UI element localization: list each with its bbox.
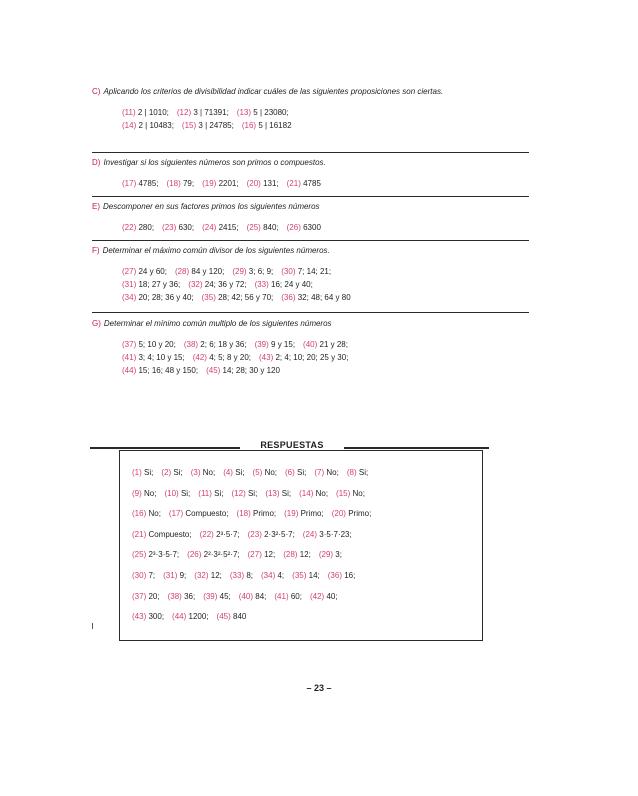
answers-row	[132, 545, 477, 566]
answer-number: (7)	[314, 468, 325, 477]
exercise-number: (41)	[122, 353, 137, 362]
answer-number: (39)	[203, 591, 218, 601]
exercise-value: 840;	[263, 223, 279, 232]
exercise-number: (33)	[254, 280, 269, 289]
answer-value: Si;	[358, 468, 369, 477]
answer-value: No;	[202, 468, 216, 477]
exercise-number: (19)	[202, 179, 217, 188]
exercise-number: (28)	[174, 267, 190, 276]
exercise-number: (39)	[254, 340, 269, 349]
answer-value: Primo;	[253, 509, 277, 519]
answer-number: (1)	[132, 468, 142, 477]
answer-number: (22)	[199, 529, 214, 539]
answer-value: 2²·3²·5²·7;	[203, 550, 240, 560]
exercise-number: (42)	[192, 353, 207, 362]
section-heading	[92, 157, 532, 168]
answer-value: 300;	[148, 612, 165, 622]
exercise-row	[122, 106, 532, 119]
answer-number: (26)	[187, 550, 202, 560]
answer-number: (17)	[168, 509, 184, 519]
answers-list	[132, 463, 477, 628]
section-heading-text: Determinar el máximo común divisor de los siguientes números.	[102, 246, 330, 255]
answer-number: (16)	[132, 509, 147, 519]
answer-value: Si;	[281, 488, 292, 498]
exercise-row	[122, 221, 532, 234]
exercise-number: (44)	[122, 366, 137, 375]
exercise-number: (16)	[241, 121, 257, 130]
exercise-rows	[122, 177, 532, 190]
section-letter: E)	[92, 202, 100, 211]
answer-value: 12;	[299, 550, 311, 560]
section-letter: C)	[92, 87, 101, 96]
answer-number: (28)	[283, 550, 298, 560]
answer-number: (37)	[132, 591, 147, 601]
exercise-value: 14; 28; 30 y 120	[222, 366, 280, 375]
section-heading-text: Aplicando los criterios de divisibilidad indicar cuáles de las siguientes proposiciones son ciertas.	[103, 87, 444, 96]
exercise-value: 2; 6; 18 y 36;	[200, 340, 247, 349]
exercise-value: 5; 10 y 20;	[138, 340, 176, 349]
answer-number: (38)	[167, 591, 182, 601]
answer-number: (12)	[231, 488, 246, 498]
exercise-value: 84 y 120;	[191, 267, 225, 276]
answer-value: Si;	[180, 488, 191, 498]
answer-number: (24)	[302, 529, 318, 539]
section-g	[92, 318, 532, 377]
exercise-value: 4; 5; 8 y 20;	[209, 353, 252, 362]
answer-value: 2³·5·7;	[216, 529, 240, 539]
answer-value: Primo;	[348, 509, 372, 519]
exercise-value: 16; 24 y 40;	[271, 280, 313, 289]
answers-title: RESPUESTAS	[260, 440, 324, 450]
exercise-value: 28; 42; 56 y 70;	[218, 293, 274, 302]
answer-value: 12;	[210, 570, 222, 580]
exercise-value: 280;	[138, 223, 155, 232]
answer-value: Si;	[144, 468, 154, 477]
exercise-row	[122, 291, 532, 304]
exercise-row	[122, 351, 532, 364]
section-divider	[92, 312, 529, 313]
answer-value: No;	[352, 488, 365, 498]
answer-number: (45)	[216, 612, 231, 622]
answer-number: (8)	[346, 468, 357, 477]
answer-value: 12;	[264, 550, 276, 560]
answers-row	[132, 525, 477, 546]
answer-number: (19)	[284, 509, 299, 519]
section-heading-text: Investigar si los siguientes números son primos o compuestos.	[103, 158, 326, 167]
exercise-value: 20; 28; 36 y 40;	[138, 293, 194, 302]
answer-number: (35)	[292, 570, 307, 580]
answers-title-rule-right	[344, 447, 489, 449]
section-heading	[92, 201, 532, 212]
answer-number: (30)	[132, 570, 147, 580]
exercise-rows	[122, 106, 532, 132]
exercise-value: 79;	[182, 179, 195, 188]
answer-number: (44)	[172, 612, 187, 622]
exercise-row	[122, 119, 532, 132]
answer-value: 2·3²·5·7;	[264, 529, 295, 539]
exercise-value: 131;	[263, 179, 279, 188]
answer-number: (10)	[164, 488, 179, 498]
answer-number: (23)	[247, 529, 262, 539]
answers-title-rule-left	[90, 447, 240, 449]
answer-value: 84;	[255, 591, 267, 601]
exercise-value: 32; 48; 64 y 80	[297, 293, 351, 302]
exercise-number: (12)	[176, 108, 192, 117]
exercise-number: (26)	[286, 223, 301, 232]
exercise-number: (40)	[303, 340, 318, 349]
exercise-value: 5 | 16182	[258, 121, 292, 130]
answer-number: (42)	[309, 591, 325, 601]
section-divider	[92, 240, 529, 241]
answer-number: (11)	[198, 488, 212, 498]
exercise-number: (25)	[246, 223, 261, 232]
answer-value: 9;	[179, 570, 187, 580]
exercise-value: 2 | 10483;	[138, 121, 174, 130]
answer-value: No;	[264, 468, 278, 477]
section-e	[92, 201, 532, 234]
exercise-value: 3; 4; 10 y 15;	[138, 353, 185, 362]
page-number: – 23 –	[306, 683, 332, 693]
exercise-value: 2; 4; 10; 20; 25 y 30;	[275, 353, 349, 362]
section-letter: G)	[92, 319, 101, 328]
answer-number: (20)	[331, 509, 346, 519]
exercise-number: (20)	[246, 179, 261, 188]
exercise-number: (34)	[122, 293, 137, 302]
section-heading-text: Determinar el mínimo común multiplo de los siguientes números	[103, 319, 332, 328]
answer-value: Si;	[235, 468, 245, 477]
exercise-value: 4785;	[138, 179, 159, 188]
exercise-value: 15; 16; 48 y 150;	[138, 366, 199, 375]
exercise-row	[122, 278, 532, 291]
answer-value: Si;	[173, 468, 183, 477]
section-divider	[92, 152, 529, 153]
answer-number: (25)	[132, 550, 147, 560]
exercise-number: (17)	[122, 179, 137, 188]
answer-number: (27)	[247, 550, 262, 560]
answers-row	[132, 607, 477, 628]
section-heading	[92, 318, 532, 329]
exercise-rows	[122, 338, 532, 377]
exercise-number: (38)	[183, 340, 199, 349]
answer-value: Si;	[214, 488, 224, 498]
exercise-value: 3 | 71391;	[193, 108, 229, 117]
exercise-number: (37)	[122, 340, 137, 349]
exercise-number: (30)	[281, 267, 296, 276]
answer-value: No;	[315, 488, 329, 498]
exercise-row	[122, 265, 532, 278]
answer-value: Compuesto;	[148, 529, 192, 539]
answer-value: Compuesto;	[185, 509, 229, 519]
exercise-row	[122, 364, 532, 377]
exercise-number: (35)	[201, 293, 216, 302]
answer-number: (31)	[163, 570, 178, 580]
answer-number: (21)	[132, 529, 147, 539]
answer-number: (5)	[252, 468, 263, 477]
section-divider	[92, 196, 529, 197]
section-heading	[92, 86, 532, 97]
section-d	[92, 157, 532, 190]
answer-value: 3·5·7·23;	[319, 529, 352, 539]
answer-value: Si;	[297, 468, 307, 477]
exercise-row	[122, 177, 532, 190]
answer-value: Primo;	[300, 509, 324, 519]
exercise-number: (32)	[188, 280, 203, 289]
answers-row	[132, 504, 477, 525]
exercise-value: 7; 14; 21;	[297, 267, 332, 276]
exercise-value: 3 | 24785;	[198, 121, 234, 130]
exercise-number: (21)	[286, 179, 301, 188]
answer-number: (34)	[261, 570, 276, 580]
exercise-number: (45)	[206, 366, 221, 375]
answer-value: 36;	[184, 591, 196, 601]
answer-number: (4)	[223, 468, 233, 477]
exercise-value: 2201;	[218, 179, 239, 188]
answers-row	[132, 566, 477, 587]
exercise-value: 24 y 60;	[138, 267, 167, 276]
exercise-value: 21 y 28;	[319, 340, 348, 349]
answer-number: (3)	[190, 468, 201, 477]
answer-number: (6)	[285, 468, 295, 477]
exercise-value: 630;	[178, 223, 195, 232]
answer-value: No;	[326, 468, 339, 477]
section-letter: F)	[92, 246, 100, 255]
answer-value: Si;	[247, 488, 258, 498]
answer-number: (32)	[194, 570, 209, 580]
section-letter: D)	[92, 158, 101, 167]
answer-value: 40;	[326, 591, 338, 601]
exercise-number: (36)	[281, 293, 296, 302]
answers-row	[132, 587, 477, 608]
section-c	[92, 86, 532, 132]
answer-number: (13)	[265, 488, 280, 498]
section-heading-text: Descomponer en sus factores primos los siguientes números	[103, 202, 320, 211]
exercise-number: (13)	[236, 108, 252, 117]
answer-number: (18)	[236, 509, 251, 519]
exercise-value: 5 | 23080;	[253, 108, 289, 117]
answer-value: 3;	[335, 550, 342, 560]
exercise-row	[122, 338, 532, 351]
answer-number: (2)	[161, 468, 172, 477]
answer-value: 20;	[148, 591, 160, 601]
exercise-number: (31)	[122, 280, 137, 289]
exercise-number: (22)	[122, 223, 137, 232]
exercise-value: 4785	[303, 179, 321, 188]
exercise-number: (23)	[162, 223, 177, 232]
exercise-value: 2 | 1010;	[137, 108, 169, 117]
answers-row	[132, 463, 477, 484]
exercise-number: (15)	[181, 121, 197, 130]
answer-value: No;	[144, 488, 157, 498]
answer-number: (9)	[132, 488, 142, 498]
answer-value: 60;	[290, 591, 302, 601]
exercise-value: 3; 6; 9;	[248, 267, 274, 276]
answer-value: 4;	[277, 570, 285, 580]
exercise-value: 18; 27 y 36;	[138, 280, 181, 289]
answer-value: 840	[233, 612, 247, 622]
section-heading	[92, 245, 532, 256]
exercise-number: (18)	[166, 179, 181, 188]
answer-number: (36)	[327, 570, 342, 580]
answer-number: (43)	[132, 612, 147, 622]
exercise-value: 6300	[303, 223, 321, 232]
answer-number: (14)	[299, 488, 314, 498]
answer-value: 14;	[308, 570, 320, 580]
answer-value: No;	[148, 509, 161, 519]
answer-number: (15)	[336, 488, 351, 498]
exercise-number: (11)	[122, 108, 136, 117]
exercise-rows	[122, 265, 532, 304]
answers-row	[132, 484, 477, 505]
answer-value: 7;	[148, 570, 156, 580]
answer-value: 45;	[219, 591, 231, 601]
exercise-value: 9 y 15;	[271, 340, 296, 349]
exercise-number: (27)	[122, 267, 137, 276]
answer-number: (41)	[274, 591, 289, 601]
answer-number: (29)	[318, 550, 334, 560]
answer-value: 16;	[344, 570, 356, 580]
exercise-number: (14)	[122, 121, 137, 130]
answer-number: (40)	[238, 591, 254, 601]
answer-value: 1200;	[188, 612, 209, 622]
section-f	[92, 245, 532, 304]
answer-number: (33)	[229, 570, 245, 580]
exercise-value: 24; 36 y 72;	[204, 280, 247, 289]
exercise-number: (29)	[232, 267, 247, 276]
exercise-rows	[122, 221, 532, 234]
exercise-number: (24)	[202, 223, 217, 232]
answer-value: 2³·3·5·7;	[148, 550, 180, 560]
answer-value: 8;	[246, 570, 254, 580]
exercise-number: (43)	[259, 353, 274, 362]
exercise-value: 2415;	[218, 223, 239, 232]
margin-mark	[92, 623, 93, 629]
